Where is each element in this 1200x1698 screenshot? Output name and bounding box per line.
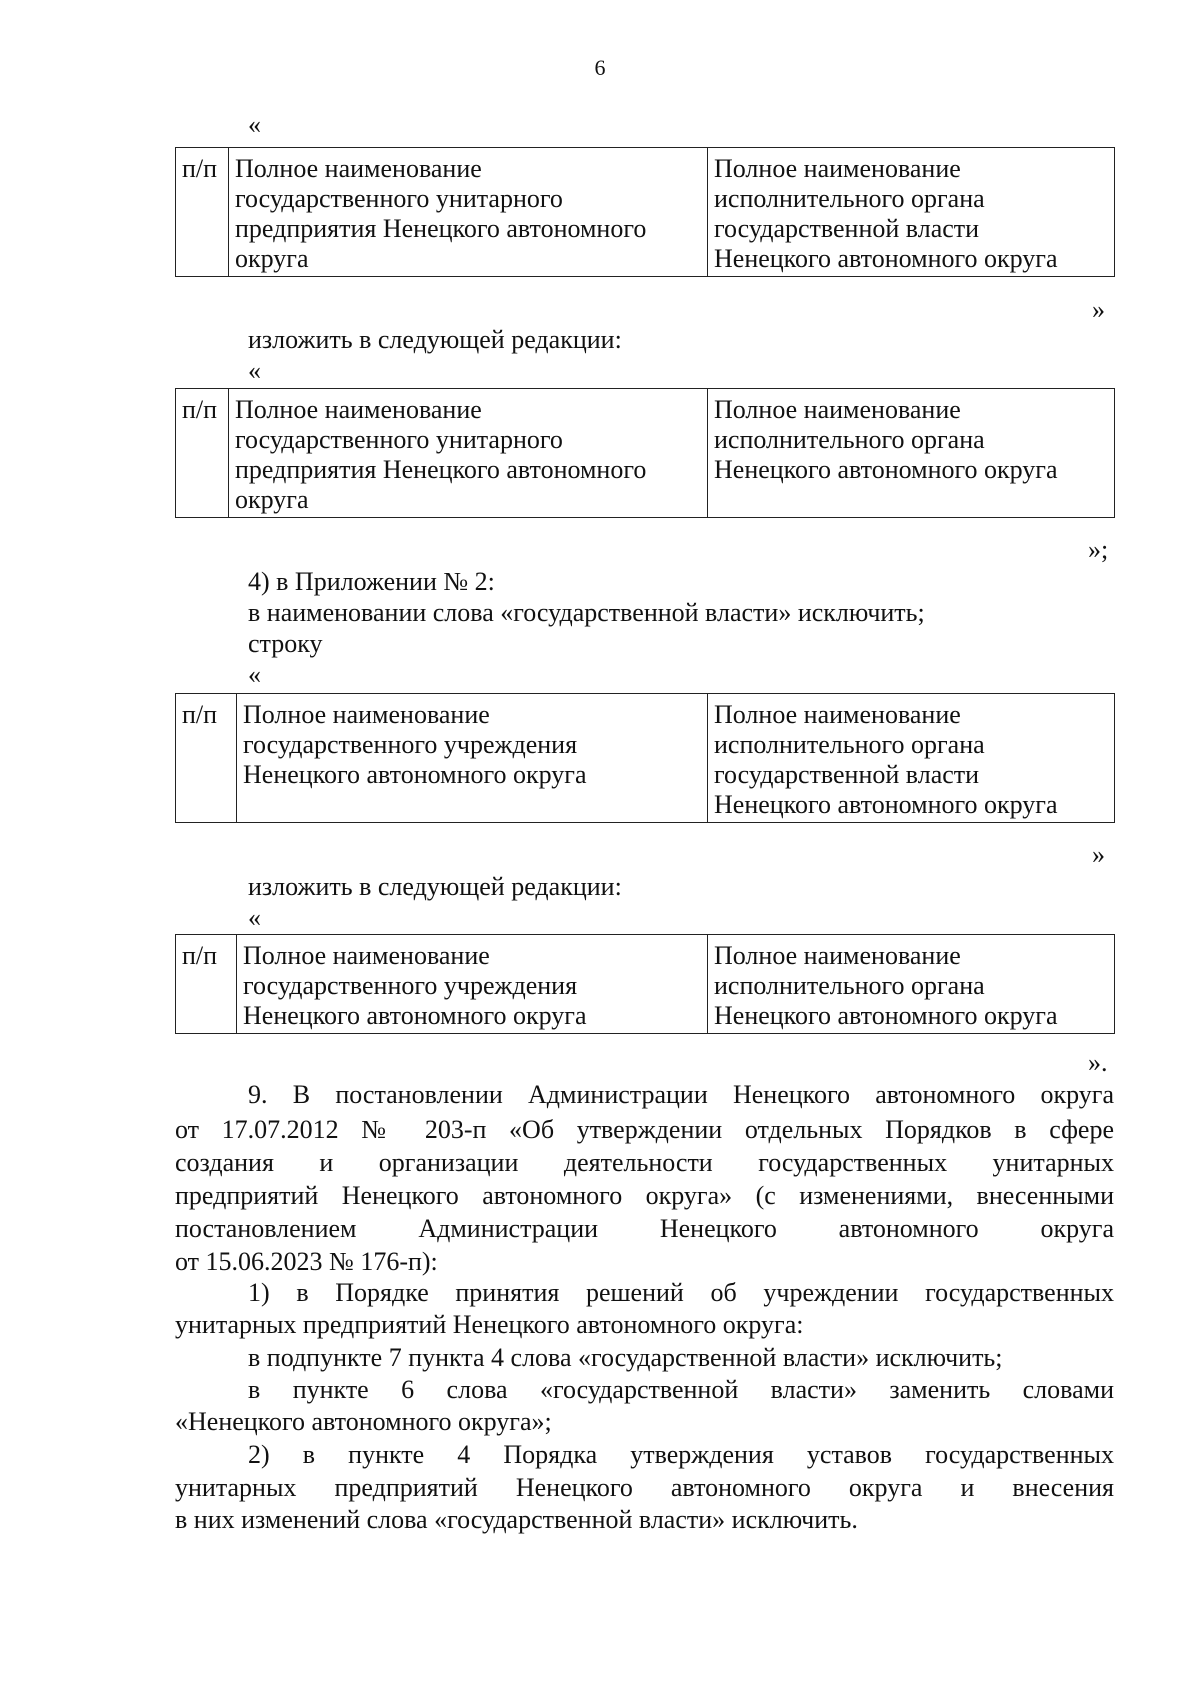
subitem-2 — [248, 1440, 1114, 1470]
cell-line: округа — [235, 485, 309, 514]
paragraph-line: «Ненецкого автономного округа»; — [175, 1407, 552, 1436]
cell-line: Ненецкого автономного округа — [714, 455, 1058, 484]
cell-line: государственной власти — [714, 214, 980, 243]
page-number: 6 — [594, 55, 606, 80]
cell-line: государственного унитарного — [235, 184, 563, 213]
paragraph-line: 1) в Порядке принятия решений об учреждении государственных — [248, 1278, 1114, 1307]
paragraph-line: создания и организации деятельности государственных унитарных — [175, 1148, 1114, 1177]
cell-line: Ненецкого автономного округа — [714, 790, 1058, 819]
close-quote: ». — [1088, 1048, 1108, 1077]
cell-line: Полное наименование — [243, 700, 490, 729]
cell-line: Ненецкого автономного округа — [243, 760, 587, 789]
table-cell-authority — [708, 148, 1115, 277]
table-cell-enterprise — [229, 148, 708, 277]
close-quote: »; — [1088, 535, 1109, 564]
cell-line: государственного учреждения — [243, 730, 578, 759]
item-4-text: в наименовании слова «государственной власти» исключить; — [248, 598, 925, 627]
table-cell-authority — [708, 389, 1115, 518]
cell-line: Полное наименование — [714, 700, 961, 729]
paragraph-line: 2) в пункте 4 Порядка утверждения уставов государственных — [248, 1440, 1114, 1469]
cell-line: исполнительного органа — [714, 184, 985, 213]
cell-line: исполнительного органа — [714, 730, 985, 759]
paragraph-line: 9. В постановлении Администрации Ненецкого автономного округа — [248, 1080, 1114, 1109]
paragraph-9-body — [175, 1113, 1114, 1278]
table-cell-enterprise — [229, 389, 708, 518]
table-3 — [175, 693, 1115, 823]
cell-line: государственной власти — [714, 760, 980, 789]
cell-line: Полное наименование — [235, 154, 482, 183]
table-cell-authority — [708, 935, 1115, 1034]
cell-line: исполнительного органа — [714, 425, 985, 454]
subitem-2-body — [175, 1472, 1114, 1536]
table-cell-num: п/п — [176, 148, 229, 277]
cell-line: предприятия Ненецкого автономного — [235, 214, 647, 243]
cell-line: Полное наименование — [714, 941, 961, 970]
cell-line: Ненецкого автономного округа — [714, 244, 1058, 273]
cell-line: Ненецкого автономного округа — [714, 1001, 1058, 1030]
paragraph-9 — [248, 1080, 1114, 1110]
cell-line: Полное наименование — [243, 941, 490, 970]
instruction-text: изложить в следующей редакции: — [248, 325, 622, 354]
table-1 — [175, 147, 1115, 277]
paragraph-line: унитарных предприятий Ненецкого автономного округа: — [175, 1310, 804, 1339]
item-4-title: 4) в Приложении № 2: — [248, 567, 495, 596]
paragraph-line: в них изменений слова «государственной власти» исключить. — [175, 1505, 858, 1534]
cell-line: Полное наименование — [235, 395, 482, 424]
close-quote: » — [1092, 840, 1105, 869]
cell-line: государственного учреждения — [243, 971, 578, 1000]
open-quote: « — [248, 903, 261, 932]
paragraph-line: от 17.07.2012 № 203-п «Об утверждении отдельных Порядков в сфере — [175, 1115, 1114, 1144]
table-2 — [175, 388, 1115, 518]
open-quote: « — [248, 660, 261, 689]
table-cell-institution — [237, 935, 708, 1034]
cell-line: Полное наименование — [714, 154, 961, 183]
table-4 — [175, 934, 1115, 1034]
paragraph-line: от 15.06.2023 № 176-п): — [175, 1247, 438, 1276]
cell-line: исполнительного органа — [714, 971, 985, 1000]
subitem-1-b — [248, 1375, 1114, 1405]
close-quote: » — [1092, 295, 1105, 324]
cell-line: Ненецкого автономного округа — [243, 1001, 587, 1030]
table-cell-institution — [237, 694, 708, 823]
paragraph-line: в подпункте 7 пункта 4 слова «государственной власти» исключить; — [248, 1343, 1003, 1372]
open-quote: « — [248, 110, 261, 139]
cell-line: предприятия Ненецкого автономного — [235, 455, 647, 484]
table-cell-num: п/п — [176, 935, 237, 1034]
instruction-text: изложить в следующей редакции: — [248, 872, 622, 901]
paragraph-line: постановлением Администрации Ненецкого автономного округа — [175, 1214, 1114, 1243]
item-4-text: строку — [248, 629, 323, 658]
cell-line: Полное наименование — [714, 395, 961, 424]
table-cell-num: п/п — [176, 389, 229, 518]
cell-line: округа — [235, 244, 309, 273]
paragraph-line: предприятий Ненецкого автономного округа» (с изменениями, внесенными — [175, 1181, 1114, 1210]
paragraph-line: в пункте 6 слова «государственной власти» заменить словами — [248, 1375, 1114, 1404]
paragraph-line: унитарных предприятий Ненецкого автономного округа и внесения — [175, 1473, 1114, 1502]
table-cell-num: п/п — [176, 694, 237, 823]
subitem-1 — [248, 1278, 1114, 1308]
open-quote: « — [248, 356, 261, 385]
cell-line: государственного унитарного — [235, 425, 563, 454]
table-cell-authority — [708, 694, 1115, 823]
